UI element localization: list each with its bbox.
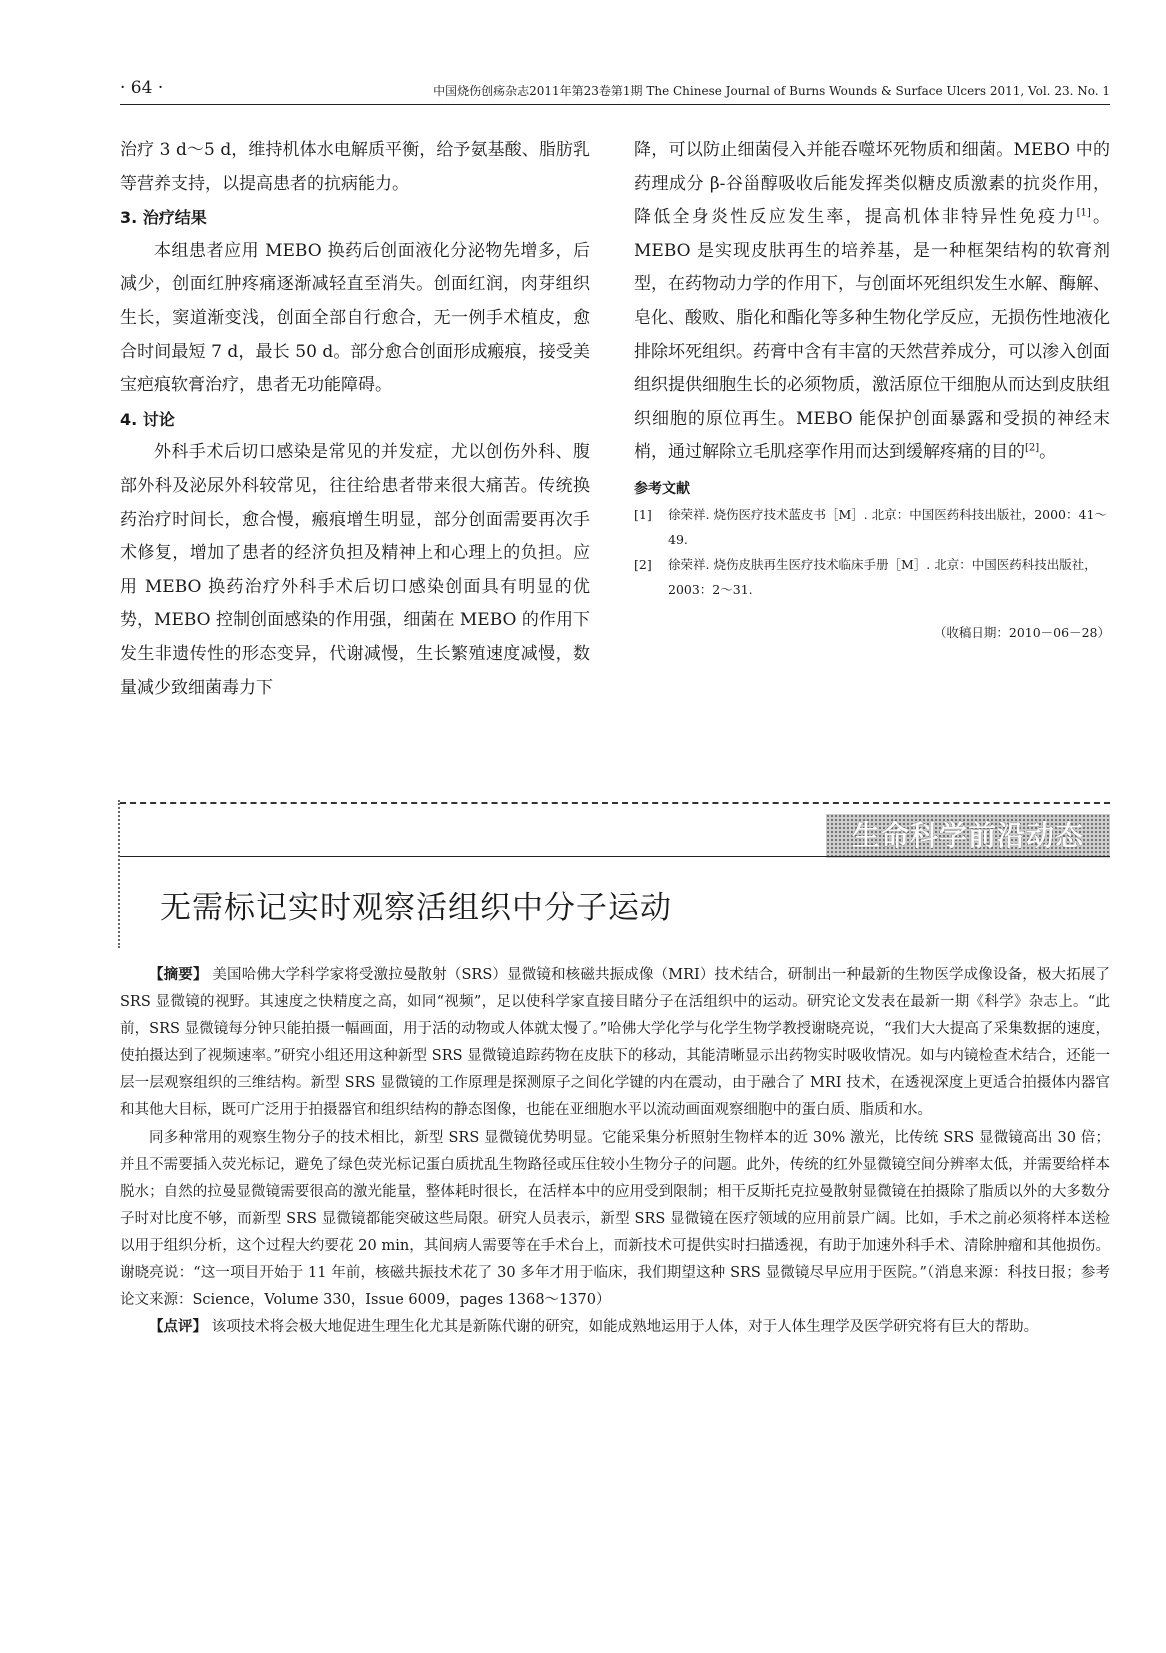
section-tag-banner: 生命科学前沿动态	[826, 814, 1110, 858]
right-column	[634, 134, 1110, 646]
comment-paragraph	[120, 1314, 1110, 1341]
journal-citation-line: 中国烧伤创疡杂志2011年第23卷第1期 The Chinese Journal of Burns Wounds & Surface Ulcers 2011, Vol. 23. No. 1	[433, 84, 1110, 98]
section-heading-results: 3. 治疗结果	[120, 208, 207, 228]
paragraph: 本组患者应用 MEBO 换药后创面液化分泌物先增多，后减少，创面红肿疼痛逐渐减轻直至消失。创面红润，肉芽组织生长，窦道渐变浅，创面全部自行愈合，无一例手术植皮，愈合时间最短 7 d，最长 50 d。部分愈合创面形成瘢痕，接受美宝疤痕软膏治疗，患者无功能障碍。	[120, 240, 590, 396]
paragraph: 外科手术后切口感染是常见的并发症，尤以创伤外科、腹部外科及泌尿外科较常见，往往给患者带来很大痛苦。传统换药治疗时间长，愈合慢，瘢痕增生明显，部分创面需要再次手术修复，增加了患者的经济负担及精神上和心理上的负担。应用 MEBO 换药治疗外科手术后切口感染创面具有明显的优势，MEBO 控制创面感染的作用强，细菌在 MEBO 的作用下发生非遗传性的形态变异，代谢减慢，生长繁殖速度减慢，数量减少致细菌毒力下	[120, 442, 590, 698]
comment-label: 【点评】	[149, 1319, 207, 1336]
paragraph	[634, 134, 1110, 470]
reference-number: [1]	[634, 506, 652, 522]
abstract-label: 【摘要】	[149, 967, 208, 983]
news-article-title: 无需标记实时观察活组织中分子运动	[160, 890, 672, 926]
dotted-margin-rule	[118, 800, 120, 948]
news-article-body	[120, 962, 1110, 1341]
paragraph-text: 。MEBO 是实现皮肤再生的培养基，是一种框架结构的软膏剂型，在药物动力学的作用下，与创面坏死组织发生水解、酶解、皂化、酸败、脂化和酯化等多种生物化学反应，无损伤性地液化排除坏死组织。药膏中含有丰富的天然营养成分，可以渗入创面组织提供细胞生长的必须物质，激活原位干细胞从而达到皮肤组织细胞的原位再生。MEBO 能保护创面暴露和受损的神经末梢，通过解除立毛肌痉挛作用而达到缓解疼痛的目的	[634, 207, 1111, 463]
reference-text: 徐荣祥. 烧伤皮肤再生医疗技术临床手册［M］. 北京：中国医药科技出版社，2003：2～31.	[668, 556, 1097, 597]
page-number: · 64 ·	[120, 78, 164, 98]
paragraph-text: 降，可以防止细菌侵入并能吞噬坏死物质和细菌。MEBO 中的药理成分 β-谷甾醇吸收后能发挥类似糖皮质激素的抗炎作用，降低全身炎性反应发生率，提高机体非特异性免疫力	[634, 140, 1110, 228]
section-divider	[120, 792, 1110, 858]
citation-marker: [1]	[1076, 207, 1091, 219]
left-column	[120, 134, 590, 705]
abstract-paragraph	[120, 962, 1110, 1125]
running-header	[120, 78, 1110, 105]
comment-text: 该项技术将会极大地促进生理生化尤其是新陈代谢的研究，如能成熟地运用于人体，对于人体生理学及医学研究将有巨大的帮助。	[211, 1319, 1039, 1336]
abstract-text: 美国哈佛大学科学家将受激拉曼散射（SRS）显微镜和核磁共振成像（MRI）技术结合，研制出一种最新的生物医学成像设备，极大拓展了 SRS 显微镜的视野。其速度之快精度之高，如同“视频”，足以使科学家直接目睹分子在活组织中的运动。研究论文发表在最新一期《科学》杂志上。“此前，SRS 显微镜每分钟只能拍摄一幅画面，用于活的动物或人体就太慢了。”哈佛大学化学与化学生物学教授谢晓亮说，“我们大大提高了采集数据的速度，使拍摄达到了视频速率。”研究小组还用这种新型 SRS 显微镜追踪药物在皮肤下的移动，其能清晰显示出药物实时吸收情况。如与内镜检查术结合，还能一层一层观察组织的三维结构。新型 SRS 显微镜的工作原理是探测原子之间化学键的内在震动，由于融合了 MRI 技术，在透视深度上更适合拍摄体内器官和其他大目标，既可广泛用于拍摄器官和组织结构的静态图像，也能在亚细胞水平以流动画面观察细胞中的蛋白质、脂质和水。	[120, 967, 1111, 1119]
references-heading: 参考文献	[634, 480, 690, 497]
body-paragraph: 同多种常用的观察生物分子的技术相比，新型 SRS 显微镜优势明显。它能采集分析照射生物样本的近 30% 激光，比传统 SRS 显微镜高出 30 倍；并且不需要插入荧光标记，避免了绿色荧光标记蛋白质扰乱生物路径或压住较小生物分子的问题。此外，传统的红外显微镜空间分辨率太低，并需要给样本脱水；自然的拉曼显微镜需要很高的激光能量，整体耗时很长，在活样本中的应用受到限制；相干反斯托克拉曼散射显微镜在拍摄除了脂质以外的大多数分子时对比度不够，而新型 SRS 显微镜都能突破这些局限。研究人员表示，新型 SRS 显微镜在医疗领域的应用前景广阔。比如，手术之前必须将样本送检以用于组织分析，这个过程大约要花 20 min，其间病人需要等在手术台上，而新技术可提供实时扫描透视，有助于加速外科手术、清除肿瘤和其他损伤。谢晓亮说：“这一项目开始于 11 年前，核磁共振技术花了 30 多年才用于临床，我们期望这种 SRS 显微镜尽早应用于医院。”（消息来源：科技日报；参考论文来源：Science，Volume 330，Issue 6009，pages 1368～1370）	[120, 1129, 1110, 1309]
dashed-rule	[120, 802, 1110, 804]
reference-item	[634, 552, 1110, 602]
paragraph: 治疗 3 d～5 d，维持机体水电解质平衡，给予氨基酸、脂肪乳等营养支持，以提高患者的抗病能力。	[120, 140, 590, 194]
reference-text: 徐荣祥. 烧伤医疗技术蓝皮书［M］. 北京：中国医药科技出版社，2000：41～49.	[668, 506, 1107, 547]
solid-rule	[120, 856, 1110, 857]
citation-marker: [2]	[1025, 442, 1040, 454]
received-date: （收稿日期：2010－06－28）	[933, 624, 1110, 640]
reference-number: [2]	[634, 556, 652, 572]
paragraph-text: 。	[1039, 442, 1057, 463]
reference-item	[634, 502, 1110, 552]
section-heading-discussion: 4. 讨论	[120, 409, 175, 429]
